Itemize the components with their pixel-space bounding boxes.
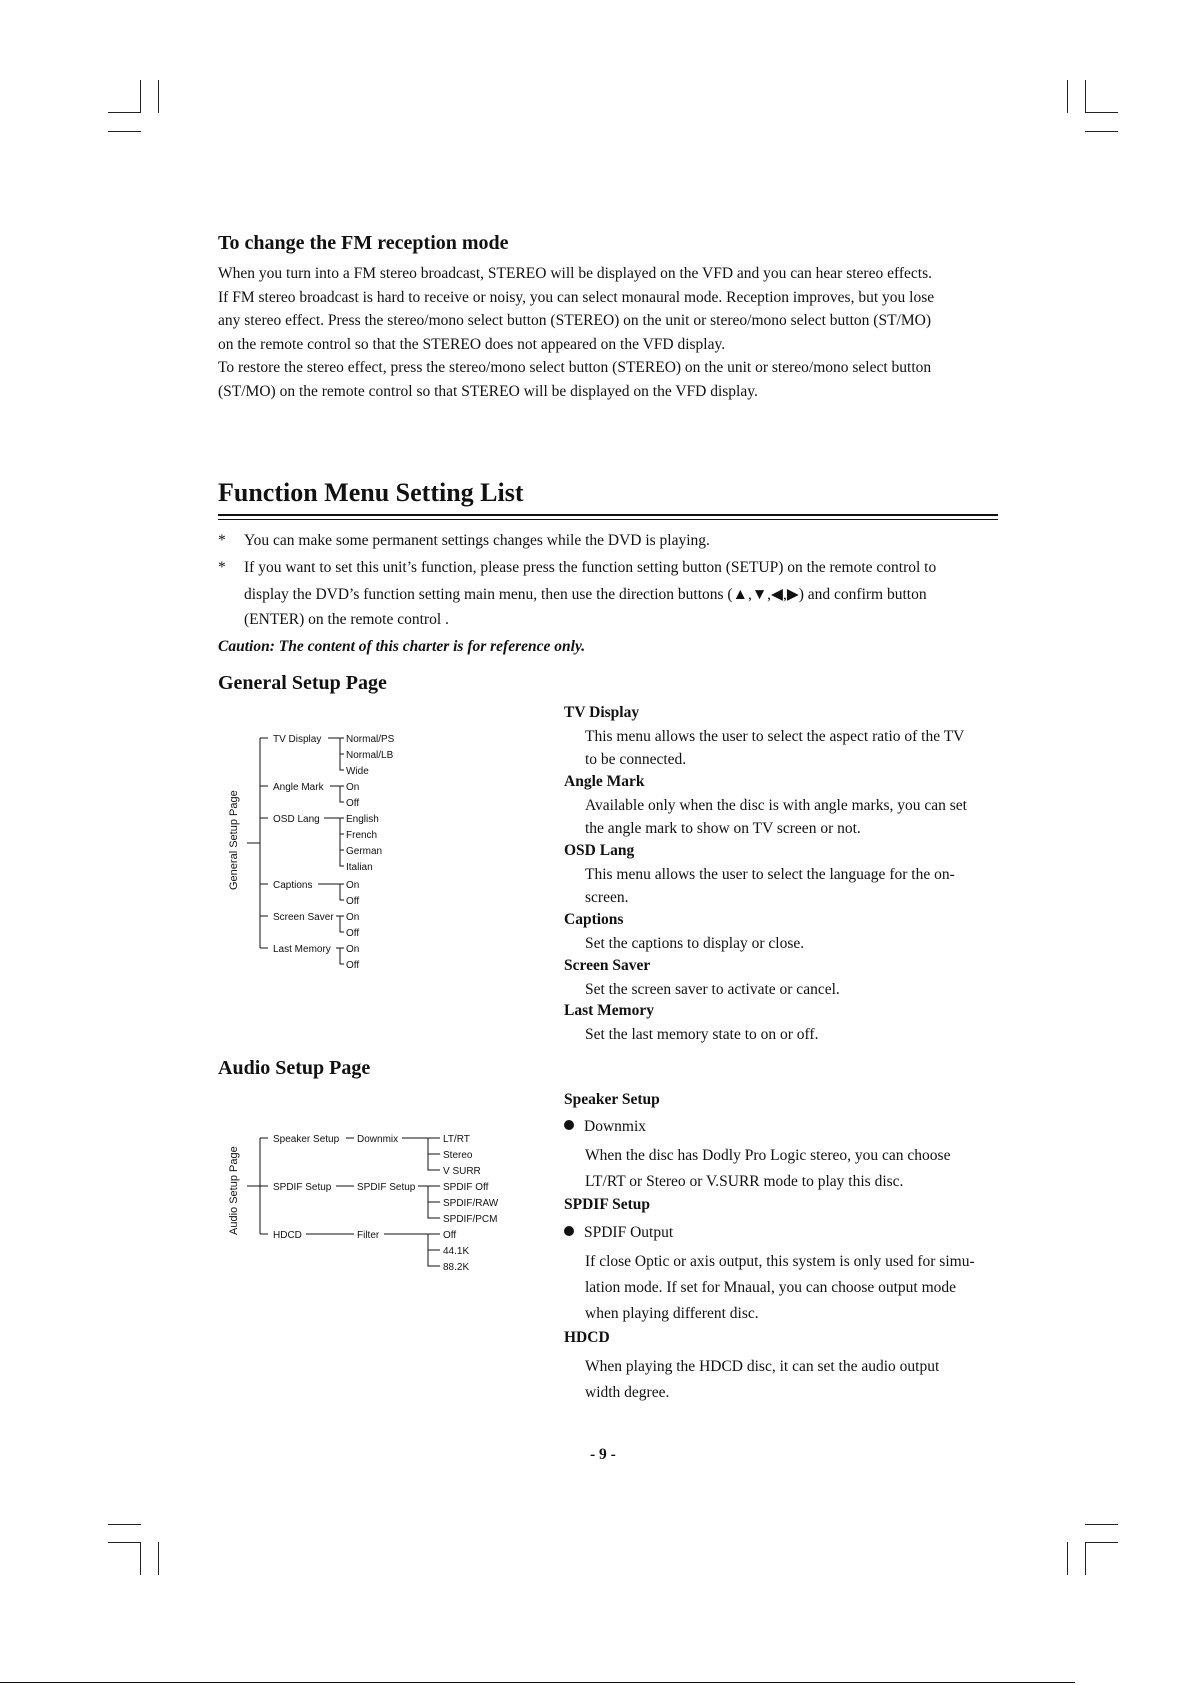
tree-option: 44.1K <box>443 1246 470 1257</box>
title-rule <box>218 514 998 516</box>
bullet-label: Downmix <box>584 1118 646 1135</box>
note-star: * <box>218 532 226 549</box>
crop-mark <box>1085 112 1118 113</box>
desc-line: width degree. <box>585 1384 670 1401</box>
crop-mark <box>108 1524 141 1525</box>
crop-mark <box>1085 131 1118 132</box>
desc-text <box>585 1143 996 1195</box>
tree-option: Normal/PS <box>346 734 395 745</box>
desc-line: Set the last memory state to on or off. <box>585 1026 819 1043</box>
note-line: (ENTER) on the remote control . <box>244 611 449 628</box>
tree-option: On <box>346 944 360 955</box>
general-setup-tree <box>222 726 422 976</box>
desc-line: If close Optic or axis output, this system is only used for simu- <box>585 1253 975 1270</box>
fm-heading: To change the FM reception mode <box>218 232 509 254</box>
note-item <box>218 532 1008 556</box>
crop-mark <box>140 80 141 113</box>
desc-line: screen. <box>585 888 629 906</box>
tree-item: Angle Mark <box>273 782 324 793</box>
desc-line: This menu allows the user to select the aspect ratio of the TV <box>585 728 965 745</box>
desc-line: Available only when the disc is with angle marks, you can set <box>585 797 967 814</box>
desc-line: This menu allows the user to select the language for the on- <box>585 866 955 883</box>
tree-item: Captions <box>273 880 313 891</box>
crop-mark <box>108 131 141 132</box>
tree-option: LT/RT <box>443 1134 470 1145</box>
tree-item: Speaker Setup <box>273 1134 340 1145</box>
tree-option: SPDIF/PCM <box>443 1214 498 1225</box>
desc-text <box>585 1354 996 1406</box>
desc-title: Angle Mark <box>564 773 645 790</box>
desc-line: the angle mark to show on TV screen or not. <box>585 819 861 837</box>
page-title: Function Menu Setting List <box>218 478 524 507</box>
desc-title: SPDIF Setup <box>564 1196 650 1213</box>
desc-title: Screen Saver <box>564 957 651 974</box>
desc-title: TV Display <box>564 704 640 721</box>
footer-rule <box>0 1682 1075 1683</box>
tree-item: OSD Lang <box>273 814 320 825</box>
bullet-dot-icon <box>564 1120 574 1130</box>
bullet-label: SPDIF Output <box>584 1224 674 1241</box>
tree-option: Wide <box>346 766 369 777</box>
desc-line: lation mode. If set for Mnaual, you can choose output mode <box>585 1279 957 1296</box>
tree-item: Last Memory <box>273 944 331 955</box>
tree-option: SPDIF/RAW <box>443 1198 499 1209</box>
tree-item: SPDIF Setup <box>273 1182 332 1193</box>
crop-mark <box>1067 80 1068 113</box>
note-star: * <box>218 559 226 576</box>
tree-option: On <box>346 782 360 793</box>
desc-text <box>585 933 996 956</box>
desc-title: Last Memory <box>564 1002 654 1019</box>
tree-sub: SPDIF Setup <box>357 1182 416 1193</box>
desc-text <box>585 1249 996 1327</box>
bullet-dot-icon <box>564 1226 574 1236</box>
desc-line: When the disc has Dodly Pro Logic stereo, you can choose <box>585 1147 951 1164</box>
desc-text <box>585 864 996 909</box>
fm-line: any stereo effect. Press the stereo/mono select button (STEREO) on the unit or stereo/mono select button (ST/MO) <box>218 312 931 330</box>
fm-line: (ST/MO) on the remote control so that STEREO will be displayed on the VFD display. <box>218 382 758 400</box>
desc-bullet <box>564 1224 673 1242</box>
crop-mark <box>158 80 159 113</box>
desc-line: Set the screen saver to activate or cancel. <box>585 981 840 998</box>
tree-option: Normal/LB <box>346 750 394 761</box>
desc-text <box>585 795 996 840</box>
caution-note: Caution: The content of this charter is for reference only. <box>218 638 586 655</box>
desc-title: OSD Lang <box>564 842 635 859</box>
tree-option: Stereo <box>443 1150 473 1161</box>
crop-mark <box>1085 1542 1118 1543</box>
tree-root-label: Audio Setup Page <box>228 1146 240 1235</box>
desc-line: to be connected. <box>585 750 687 768</box>
desc-title: Captions <box>564 911 624 928</box>
desc-line: When playing the HDCD disc, it can set the audio output <box>585 1358 940 1375</box>
page-number: - 9 - <box>590 1446 616 1463</box>
desc-line: LT/RT or Stereo or V.SURR mode to play this disc. <box>585 1173 904 1190</box>
desc-line: when playing different disc. <box>585 1305 759 1322</box>
audio-setup-tree <box>222 1128 512 1278</box>
tree-option: Italian <box>346 862 373 873</box>
tree-option: English <box>346 814 379 825</box>
tree-sub: Downmix <box>357 1134 399 1145</box>
general-setup-heading: General Setup Page <box>218 672 387 694</box>
desc-bullet <box>564 1118 646 1136</box>
tree-option: On <box>346 880 360 891</box>
tree-option: German <box>346 846 383 857</box>
title-rule <box>218 519 998 520</box>
fm-line: To restore the stereo effect, press the stereo/mono select button (STEREO) on the unit or stereo/mono select button <box>218 359 932 377</box>
tree-option: On <box>346 912 360 923</box>
fm-line: When you turn into a FM stereo broadcast, STEREO will be displayed on the VFD and you can hear stereo effects. <box>218 265 932 282</box>
fm-line: If FM stereo broadcast is hard to receive or noisy, you can select monaural mode. Reception improves, but you lose <box>218 288 935 306</box>
crop-mark <box>140 1542 141 1575</box>
desc-text <box>585 979 996 1002</box>
tree-option: 88.2K <box>443 1262 470 1273</box>
crop-mark <box>1085 80 1086 113</box>
note-line: display the DVD’s function setting main menu, then use the direction buttons (▲,▼,◀,▶) and confirm button <box>244 586 927 603</box>
tree-option: French <box>346 830 378 841</box>
tree-option: V SURR <box>443 1166 481 1177</box>
crop-mark <box>1085 1524 1118 1525</box>
tree-option: Off <box>346 798 360 809</box>
tree-option: SPDIF Off <box>443 1182 489 1193</box>
tree-item: TV Display <box>273 734 322 745</box>
tree-item: HDCD <box>273 1230 302 1241</box>
audio-setup-heading: Audio Setup Page <box>218 1057 371 1079</box>
crop-mark <box>108 112 141 113</box>
tree-item: Screen Saver <box>273 912 334 923</box>
desc-text <box>585 726 996 771</box>
tree-root-label: General Setup Page <box>228 790 240 890</box>
desc-text <box>585 1024 996 1047</box>
tree-sub: Filter <box>357 1230 380 1241</box>
note-item <box>218 559 1008 639</box>
desc-title: HDCD <box>564 1329 610 1346</box>
note-line: If you want to set this unit’s function, please press the function setting button (SETUP) on the remote control to <box>244 559 937 576</box>
desc-line: Set the captions to display or close. <box>585 935 805 952</box>
note-line: You can make some permanent settings changes while the DVD is playing. <box>244 532 710 549</box>
fm-line: on the remote control so that the STEREO does not appeared on the VFD display. <box>218 335 726 353</box>
crop-mark <box>1085 1542 1086 1575</box>
fm-paragraph <box>218 262 998 404</box>
crop-mark <box>1067 1542 1068 1575</box>
tree-option: Off <box>346 896 360 907</box>
desc-title: Speaker Setup <box>564 1091 660 1108</box>
crop-mark <box>108 1542 141 1543</box>
tree-option: Off <box>443 1230 457 1241</box>
tree-option: Off <box>346 960 360 971</box>
crop-mark <box>158 1542 159 1575</box>
tree-option: Off <box>346 928 360 939</box>
